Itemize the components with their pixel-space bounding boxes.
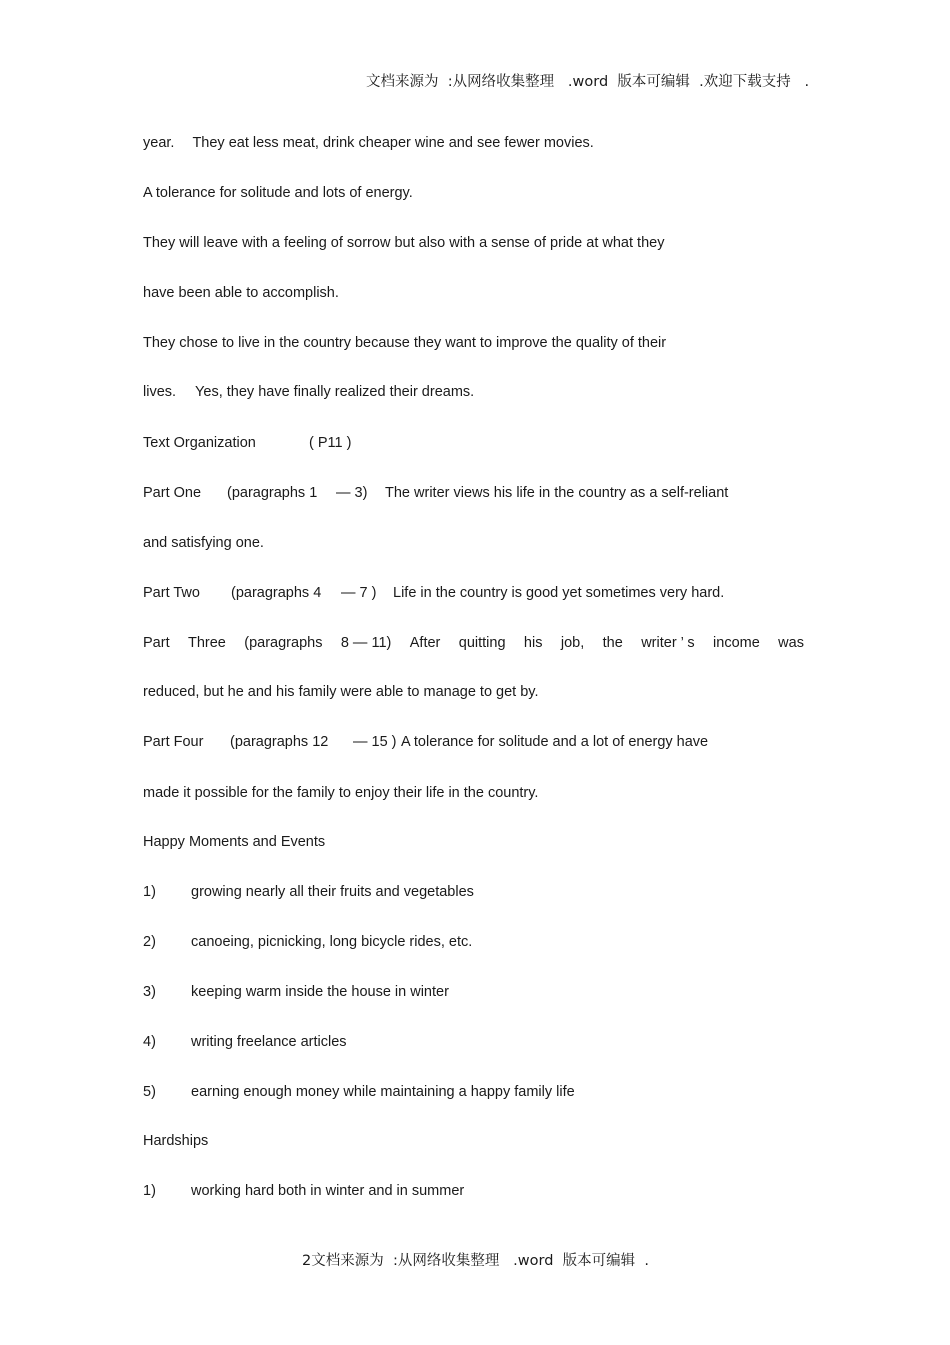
list-number: 1) <box>143 1183 156 1199</box>
line-fragment: year. <box>143 135 175 151</box>
list-number: 2) <box>143 934 156 950</box>
list-number: 4) <box>143 1034 156 1050</box>
list-number: 1) <box>143 884 156 900</box>
page-footer: 2文档来源为 :从网络收集整理 .word 版本可编辑 . <box>302 1253 649 1269</box>
part-summary: Life in the country is good yet sometimes very hard. <box>393 585 725 601</box>
part-summary: The writer views his life in the country as a self-reliant <box>385 485 729 501</box>
text-line: and satisfying one. <box>143 535 264 551</box>
section-title-happy-moments: Happy Moments and Events <box>143 834 326 850</box>
text-line: reduced, but he and his family were able to manage to get by. <box>143 684 539 700</box>
section-title-hardships: Hardships <box>143 1133 209 1149</box>
justified-word: job, <box>560 635 585 651</box>
page-reference: ( P11 ) <box>309 435 352 451</box>
text-line: A tolerance for solitude and lots of energy. <box>143 185 413 201</box>
justified-word: (paragraphs <box>244 635 323 651</box>
justified-word: writer ’ s <box>641 635 695 651</box>
part-one-line <box>143 484 728 502</box>
justified-word: quitting <box>458 635 506 651</box>
justified-word: 8 — 11) <box>340 635 392 651</box>
justified-word: Three <box>187 635 226 651</box>
part-two-line <box>143 584 724 602</box>
list-number: 5) <box>143 1084 156 1100</box>
list-item <box>143 1033 347 1051</box>
list-item <box>143 883 474 901</box>
list-text: keeping warm inside the house in winter <box>191 984 449 1000</box>
part-four-line <box>143 733 708 751</box>
justified-word: income <box>713 635 760 651</box>
part-label: Part Two <box>143 585 200 601</box>
text-line: They chose to live in the country because they want to improve the quality of their <box>143 335 667 351</box>
line-fragment: Yes, they have finally realized their dreams. <box>195 384 475 400</box>
part-three-line <box>143 634 804 652</box>
list-text: earning enough money while maintaining a happy family life <box>191 1084 575 1100</box>
text-line <box>143 383 474 401</box>
justified-word: was <box>778 635 804 651</box>
line-fragment: They eat less meat, drink cheaper wine and see fewer movies. <box>192 135 594 151</box>
justified-word: After <box>409 635 441 651</box>
page-header: 文档来源为 :从网络收集整理 .word 版本可编辑 .欢迎下载支持 . <box>366 74 810 90</box>
justified-word: the <box>602 635 623 651</box>
list-number: 3) <box>143 984 156 1000</box>
part-summary: A tolerance for solitude and a lot of energy have <box>401 734 709 750</box>
part-label: Part Four <box>143 734 204 750</box>
text-line: They will leave with a feeling of sorrow but also with a sense of pride at what they <box>143 235 665 251</box>
list-text: canoeing, picnicking, long bicycle rides, etc. <box>191 934 473 950</box>
list-item <box>143 933 472 951</box>
list-item <box>143 1182 464 1200</box>
paragraph-range-end: — 3) <box>336 485 368 501</box>
paragraph-range: (paragraphs 1 <box>227 485 318 501</box>
list-text: writing freelance articles <box>191 1034 347 1050</box>
text-line: have been able to accomplish. <box>143 285 339 301</box>
justified-word: his <box>523 635 543 651</box>
section-title: Text Organization <box>143 435 256 451</box>
line-fragment: lives. <box>143 384 177 400</box>
text-line <box>143 134 594 152</box>
section-title-text-organization <box>143 434 351 452</box>
list-item <box>143 983 449 1001</box>
paragraph-range: (paragraphs 12 <box>230 734 329 750</box>
list-text: growing nearly all their fruits and vegetables <box>191 884 474 900</box>
part-label: Part One <box>143 485 202 501</box>
list-text: working hard both in winter and in summer <box>191 1183 465 1199</box>
paragraph-range: (paragraphs 4 <box>231 585 322 601</box>
paragraph-range-end: — 7 ) <box>341 585 377 601</box>
list-item <box>143 1083 575 1101</box>
paragraph-range-end: — 15 ) <box>353 734 397 750</box>
text-line: made it possible for the family to enjoy their life in the country. <box>143 785 539 801</box>
justified-word: Part <box>143 635 170 651</box>
